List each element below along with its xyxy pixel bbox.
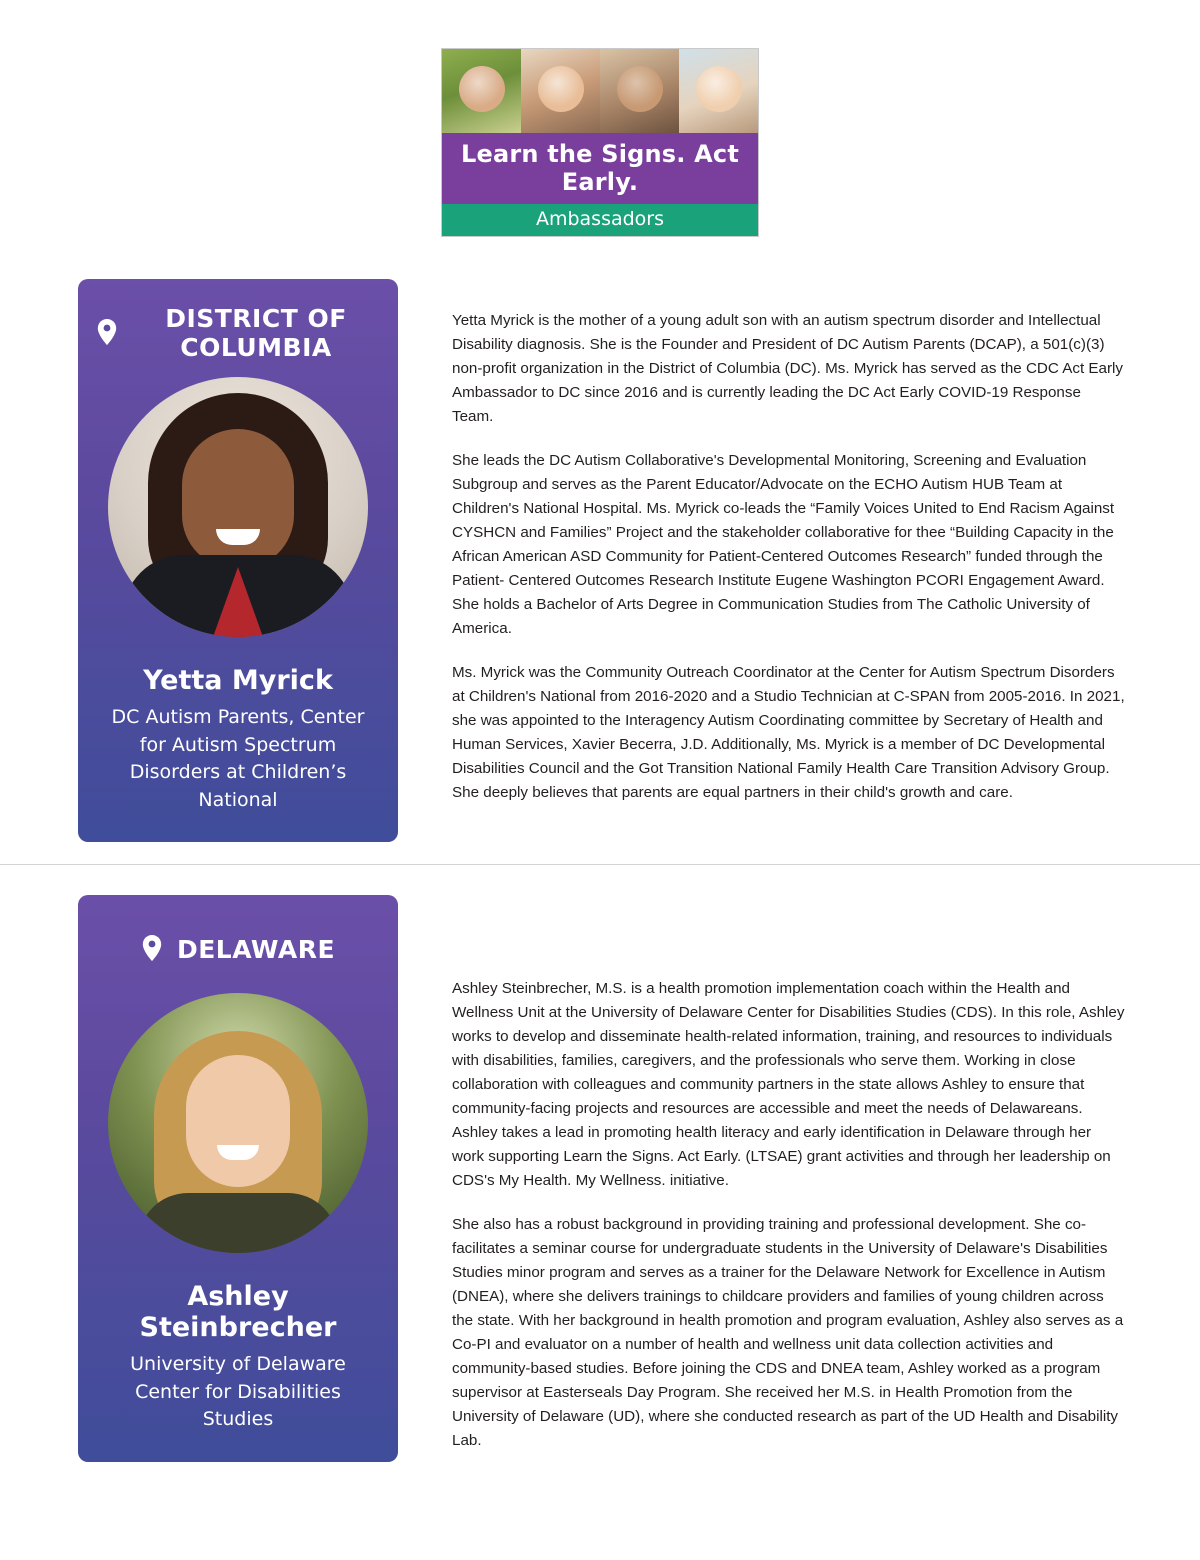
bio-paragraph: Ashley Steinbrecher, M.S. is a health promotion implementation coach within the Health and Wellness Unit at the University of Delaware Center for Disabilities Studies (CDS). In this role, Ashley works to develop and disseminate health-related information, training, and resources to individuals with disabilities, families, caregivers, and the professionals who serve them. Working in close collaboration with colleagues and community partners in the state allows Ashley to ensure that community-facing projects and resources are accessible and meet the needs of Delawareans. Ashley takes a lead in promoting health literacy and early identification in Delaware through her work supporting Learn the Signs. Act Early. (LTSAE) grant activities and through her leadership on CDS's My Health. My Wellness. initiative. bbox=[452, 980, 1125, 1190]
portrait-yetta-myrick bbox=[108, 377, 368, 637]
bio-paragraph: She also has a robust background in providing training and professional development. She co-facilitates a seminar course for undergraduate students in the University of Delaware's Disabilities Studies minor program and serves as a trainer for the Delaware Network for Excellence in Autism (DNEA), where she delivers trainings to childcare providers and families of young children across the state. With her background in health promotion and program evaluation, Ashley also serves as a Co-PI and evaluator on a number of health and wellness unit data collection activities and community-based studies. Before joining the CDS and DNEA team, Ashley worked as a program supervisor at Easterseals Day Program. She received her M.S. in Health Promotion from the University of Delaware (UD), where she conducted research as part of the UD Health and Disability Lab. bbox=[452, 1216, 1124, 1450]
profile-card-district-of-columbia bbox=[78, 279, 398, 842]
map-pin-icon bbox=[141, 934, 163, 967]
logo-photo-4 bbox=[679, 49, 758, 133]
logo-photo-strip bbox=[442, 49, 758, 133]
card-header bbox=[96, 921, 380, 979]
biography-district-of-columbia bbox=[398, 279, 1200, 842]
logo-subtitle: Ambassadors bbox=[442, 204, 758, 236]
bio-paragraph: She leads the DC Autism Collaborative's Developmental Monitoring, Screening and Evaluation Subgroup and serves as the Parent Educator/Advocate on the ECHO Autism HUB Team at Children's National Hospital. Ms. Myrick co-leads the “Family Voices United to End Racism Against CYSHCN and Families” Project and the stakeholder collaborative for thee “Building Capacity in the African American ASD Community for Patient-Centered Outcomes Research” funded through the Patient- Centered Outcomes Research Institute Eugene Washington PCORI Engagement Award. She holds a Bachelor of Arts Degree in Communication Studies from The Catholic University of America. bbox=[452, 452, 1115, 638]
profile-section-district-of-columbia bbox=[0, 279, 1200, 842]
profile-section-delaware bbox=[0, 895, 1200, 1462]
logo-photo-3 bbox=[600, 49, 679, 133]
bio-paragraph: Ms. Myrick was the Community Outreach Coordinator at the Center for Autism Spectrum Disorders at Children's National from 2016-2020 and a Studio Technician at C-SPAN from 2005-2016. In 2021, she was appointed to the Interagency Autism Coordinating committee by Secretary of Health and Human Services, Xavier Becerra, J.D. Additionally, Ms. Myrick is a member of DC Developmental Disabilities Council and the Got Transition National Family Health Care Transition Advisory Group. She deeply believes that parents are equal partners in their child's growth and care. bbox=[452, 664, 1125, 802]
profile-card-delaware bbox=[78, 895, 398, 1462]
state-name: DELAWARE bbox=[176, 934, 336, 964]
logo-banner bbox=[0, 0, 1200, 237]
ambassador-name: Yetta Myrick bbox=[143, 665, 333, 696]
bio-paragraph: Yetta Myrick is the mother of a young adult son with an autism spectrum disorder and Intellectual Disability diagnosis. She is the Founder and President of DC Autism Parents (DCAP), a 501(c)(3) non-profit organization in the District of Columbia (DC). Ms. Myrick has served as the CDC Act Early Ambassador to DC since 2016 and is currently leading the DC Act Early COVID-19 Response Team. bbox=[452, 312, 1124, 426]
state-name: DISTRICT OF COLUMBIA bbox=[165, 304, 347, 362]
section-divider bbox=[0, 864, 1200, 865]
ambassador-organization: University of Delaware Center for Disabilities Studies bbox=[130, 1353, 346, 1431]
logo-photo-1 bbox=[442, 49, 521, 133]
ambassador-organization: DC Autism Parents, Center for Autism Spectrum Disorders at Children’s National bbox=[111, 706, 365, 811]
ambassador-name: Ashley Steinbrecher bbox=[139, 1281, 337, 1344]
map-pin-icon bbox=[96, 318, 118, 351]
portrait-ashley-steinbrecher bbox=[108, 993, 368, 1253]
card-header bbox=[96, 305, 380, 363]
logo-photo-2 bbox=[521, 49, 600, 133]
ltsae-logo bbox=[441, 48, 759, 237]
biography-delaware bbox=[398, 895, 1200, 1462]
logo-title: Learn the Signs. Act Early. bbox=[442, 133, 758, 204]
